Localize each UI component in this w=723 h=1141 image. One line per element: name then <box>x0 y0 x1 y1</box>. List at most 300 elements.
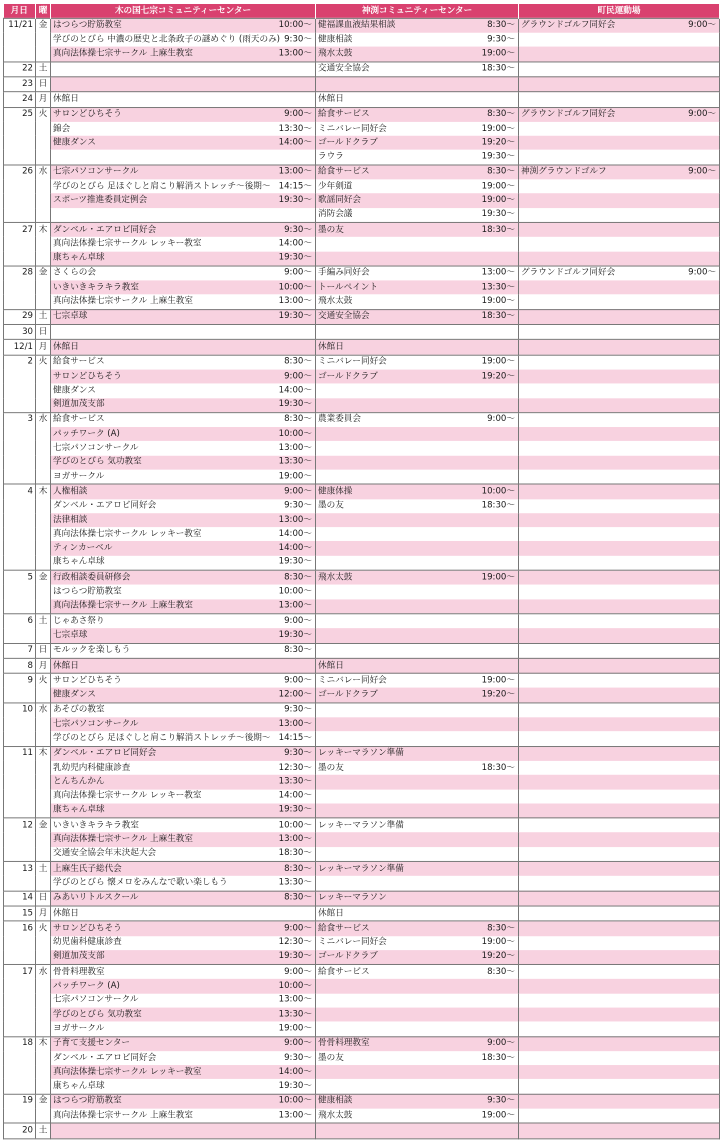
day-date <box>4 1051 36 1065</box>
event-name <box>316 556 458 571</box>
day-weekday: 日 <box>36 643 51 658</box>
schedule-row <box>4 847 720 862</box>
schedule-row <box>4 570 720 585</box>
day-date <box>4 470 36 485</box>
event-time: 8:30～ <box>252 861 316 876</box>
schedule-row <box>4 47 720 62</box>
schedule-row <box>4 33 720 47</box>
event-time <box>458 470 519 485</box>
event-name <box>316 77 458 92</box>
event-time <box>667 876 720 891</box>
event-name <box>519 194 667 208</box>
schedule-row <box>4 1109 720 1124</box>
schedule-row <box>4 628 720 643</box>
event-time <box>667 891 720 906</box>
event-name: いきいきキラキラ教室 <box>51 818 252 833</box>
event-time <box>458 251 519 266</box>
day-weekday <box>36 251 51 266</box>
schedule-row <box>4 384 720 398</box>
event-name <box>519 1036 667 1051</box>
day-date <box>4 47 36 62</box>
day-weekday <box>36 470 51 485</box>
event-time: 19:00～ <box>458 570 519 585</box>
event-name <box>519 1008 667 1022</box>
event-time: 19:00～ <box>458 673 519 688</box>
event-time: 19:30～ <box>252 1079 316 1094</box>
event-name <box>51 325 252 340</box>
event-name: はつらつ貯筋教室 <box>51 1094 252 1109</box>
event-time <box>667 412 720 427</box>
header-sports-ground: 町民運動場 <box>519 4 720 18</box>
event-time: 18:30～ <box>252 847 316 862</box>
header-weekday: 曜 <box>36 4 51 18</box>
event-time <box>667 993 720 1007</box>
event-name <box>519 847 667 862</box>
day-date <box>4 1065 36 1079</box>
event-time <box>458 803 519 818</box>
day-weekday <box>36 513 51 527</box>
event-time: 19:20～ <box>458 136 519 150</box>
event-time: 9:30～ <box>252 499 316 513</box>
schedule-row <box>4 355 720 370</box>
event-time: 9:30～ <box>458 33 519 47</box>
day-date: 24 <box>4 92 36 107</box>
event-time <box>667 732 720 747</box>
event-name: スポーツ推進委員定例会 <box>51 194 252 208</box>
event-time <box>458 643 519 658</box>
schedule-row <box>4 398 720 413</box>
schedule-row <box>4 150 720 165</box>
day-weekday: 月 <box>36 92 51 107</box>
event-time: 19:00～ <box>458 936 519 950</box>
day-date <box>4 33 36 47</box>
event-name <box>519 541 667 555</box>
event-time <box>667 673 720 688</box>
event-time <box>458 818 519 833</box>
day-weekday <box>36 628 51 643</box>
event-time: 19:30～ <box>252 628 316 643</box>
event-name <box>519 237 667 251</box>
day-weekday: 金 <box>36 570 51 585</box>
event-time <box>667 585 720 599</box>
event-time <box>458 746 519 761</box>
event-time <box>667 643 720 658</box>
event-time <box>667 761 720 775</box>
event-name <box>519 979 667 993</box>
schedule-row <box>4 484 720 499</box>
event-time: 9:30～ <box>252 222 316 237</box>
event-time: 19:30～ <box>252 194 316 208</box>
day-weekday <box>36 717 51 731</box>
day-date <box>4 194 36 208</box>
event-name <box>51 1123 252 1138</box>
day-weekday <box>36 688 51 703</box>
event-name: 健康ダンス <box>51 136 252 150</box>
event-name: さくらの会 <box>51 266 252 281</box>
day-date <box>4 950 36 965</box>
schedule-row <box>4 107 720 122</box>
day-weekday <box>36 295 51 310</box>
event-name <box>519 208 667 223</box>
schedule-row <box>4 266 720 281</box>
event-name <box>316 803 458 818</box>
event-name: 真向法体操七宗サークル レッキー教室 <box>53 528 202 539</box>
event-time: 9:00～ <box>667 266 720 281</box>
event-time <box>667 484 720 499</box>
event-name <box>316 585 458 599</box>
event-time <box>667 455 720 469</box>
event-name <box>519 599 667 614</box>
event-name <box>519 775 667 789</box>
event-name: 学びのとびら 足ほぐしと肩こり解消ストレッチ～後期～ <box>53 733 271 744</box>
event-name <box>51 62 252 77</box>
event-time <box>667 340 720 355</box>
event-name <box>519 470 667 485</box>
event-time: 9:00～ <box>252 614 316 629</box>
event-time: 19:00～ <box>252 470 316 485</box>
event-time <box>458 658 519 673</box>
schedule-row <box>4 541 720 555</box>
day-date: 30 <box>4 325 36 340</box>
event-name <box>519 325 667 340</box>
event-name: ヨガサークル <box>53 1023 105 1034</box>
event-time <box>667 251 720 266</box>
day-weekday <box>36 369 51 383</box>
event-name <box>519 398 667 413</box>
event-time: 13:30～ <box>252 876 316 891</box>
event-name: グラウンドゴルフ同好会 <box>519 107 667 122</box>
event-name <box>316 775 458 789</box>
schedule-row <box>4 688 720 703</box>
event-name <box>51 150 252 165</box>
event-time: 9:30～ <box>252 33 316 47</box>
event-time: 8:30～ <box>252 570 316 585</box>
schedule-row <box>4 499 720 513</box>
day-weekday: 日 <box>36 325 51 340</box>
event-name <box>316 455 458 469</box>
day-weekday <box>36 876 51 891</box>
event-time: 9:30～ <box>458 1094 519 1109</box>
schedule-row <box>4 527 720 541</box>
event-name <box>519 484 667 499</box>
schedule-row <box>4 340 720 355</box>
event-time <box>458 599 519 614</box>
day-weekday: 金 <box>36 818 51 833</box>
event-name <box>51 77 252 92</box>
schedule-row <box>4 717 720 731</box>
day-date <box>4 847 36 862</box>
schedule-row <box>4 222 720 237</box>
day-weekday <box>36 541 51 555</box>
schedule-row <box>4 122 720 136</box>
event-name: 学びのとびら 気功教室 <box>51 1008 252 1022</box>
header-date: 月日 <box>4 4 36 18</box>
event-time: 13:30～ <box>252 775 316 789</box>
event-name <box>316 789 458 803</box>
schedule-row <box>4 136 720 150</box>
event-name: 給食サービス <box>51 355 252 370</box>
event-name: みあいリトルスクール <box>51 891 252 906</box>
schedule-row <box>4 761 720 775</box>
day-date: 26 <box>4 165 36 180</box>
day-date <box>4 384 36 398</box>
day-weekday <box>36 1079 51 1094</box>
event-time <box>252 1123 316 1138</box>
event-time: 19:00～ <box>252 1022 316 1037</box>
event-name <box>519 412 667 427</box>
event-name: 幼児歯科健康診査 <box>53 937 122 948</box>
event-time <box>458 325 519 340</box>
event-name <box>316 628 458 643</box>
event-name: ゴールドクラブ <box>316 136 458 150</box>
event-name <box>519 309 667 324</box>
day-weekday <box>36 398 51 413</box>
day-weekday: 水 <box>36 412 51 427</box>
event-name: サロンどひちそう <box>51 107 252 122</box>
day-date: 15 <box>4 906 36 921</box>
event-name <box>519 281 667 295</box>
event-name <box>519 818 667 833</box>
day-weekday <box>36 208 51 223</box>
day-weekday: 火 <box>36 673 51 688</box>
event-time <box>458 979 519 993</box>
event-name <box>519 688 667 703</box>
event-name <box>316 993 458 1007</box>
event-time: 9:00～ <box>252 484 316 499</box>
event-time <box>667 703 720 718</box>
event-name <box>519 499 667 513</box>
event-time: 8:30～ <box>252 643 316 658</box>
event-time: 9:30～ <box>252 1051 316 1065</box>
day-weekday: 土 <box>36 1123 51 1138</box>
event-time <box>667 179 720 193</box>
event-name <box>519 703 667 718</box>
event-time <box>458 427 519 441</box>
event-name <box>316 441 458 455</box>
event-name: はつらつ貯筋教室 <box>51 18 252 33</box>
event-name: 飛水太鼓 <box>318 296 353 307</box>
event-time: 19:00～ <box>458 355 519 370</box>
event-name: ダンベル・エアロビ同好会 <box>51 746 252 761</box>
day-weekday <box>36 833 51 847</box>
event-name: ミニバレー同好会 <box>316 355 458 370</box>
event-time <box>667 47 720 62</box>
schedule-row <box>4 427 720 441</box>
event-time: 14:15～ <box>252 732 316 747</box>
event-name <box>316 251 458 266</box>
event-time <box>667 1109 720 1124</box>
event-time <box>667 237 720 251</box>
schedule-table <box>3 4 720 1139</box>
day-weekday <box>36 1008 51 1022</box>
event-name <box>316 1123 458 1138</box>
event-time <box>667 1008 720 1022</box>
event-time <box>667 92 720 107</box>
event-time <box>252 906 316 921</box>
event-name <box>519 921 667 936</box>
event-name <box>316 979 458 993</box>
event-time: 13:00～ <box>458 266 519 281</box>
event-time <box>667 950 720 965</box>
event-name: 法律相談 <box>51 513 252 527</box>
day-weekday <box>36 427 51 441</box>
event-time: 19:30～ <box>252 950 316 965</box>
event-time: 19:30～ <box>252 803 316 818</box>
event-name: ラウラ <box>318 151 344 162</box>
day-weekday <box>36 1022 51 1037</box>
schedule-row <box>4 673 720 688</box>
day-date <box>4 527 36 541</box>
event-time <box>458 628 519 643</box>
schedule-row <box>4 789 720 803</box>
event-time: 10:00～ <box>252 979 316 993</box>
schedule-row <box>4 775 720 789</box>
event-name: 健康ダンス <box>53 385 96 396</box>
event-name <box>519 717 667 731</box>
event-name <box>519 369 667 383</box>
event-time <box>458 237 519 251</box>
event-time <box>667 979 720 993</box>
event-time <box>667 499 720 513</box>
event-name: ダンベル・エアロビ同好会 <box>53 500 157 511</box>
event-time <box>252 340 316 355</box>
event-time: 14:00～ <box>252 136 316 150</box>
event-name <box>519 47 667 62</box>
event-name: 給食サービス <box>316 965 458 980</box>
schedule-row <box>4 936 720 950</box>
schedule-row <box>4 309 720 324</box>
event-time: 9:00～ <box>252 107 316 122</box>
day-date: 3 <box>4 412 36 427</box>
event-name: グラウンドゴルフ同好会 <box>519 266 667 281</box>
event-name <box>316 1008 458 1022</box>
day-date <box>4 1008 36 1022</box>
event-time: 13:30～ <box>252 122 316 136</box>
event-name <box>316 732 458 747</box>
event-time: 19:00～ <box>458 1109 519 1124</box>
schedule-row <box>4 179 720 193</box>
event-name: 休館日 <box>51 906 252 921</box>
event-time <box>667 628 720 643</box>
event-time: 10:00～ <box>252 818 316 833</box>
day-date <box>4 717 36 731</box>
day-weekday <box>36 1065 51 1079</box>
event-time: 10:00～ <box>252 585 316 599</box>
day-date: 28 <box>4 266 36 281</box>
event-time <box>667 1051 720 1065</box>
event-name <box>519 179 667 193</box>
event-name <box>519 761 667 775</box>
day-weekday <box>36 194 51 208</box>
event-time: 14:00～ <box>252 541 316 555</box>
day-weekday: 水 <box>36 165 51 180</box>
event-time <box>667 556 720 571</box>
event-name: 学びのとびら 中濃の歴史と北条政子の謎めぐり (雨天のみ) <box>53 34 281 45</box>
event-name: 剣道加茂支部 <box>51 398 252 413</box>
day-date: 13 <box>4 861 36 876</box>
event-time <box>458 1008 519 1022</box>
event-time <box>458 891 519 906</box>
event-name: トールペイント <box>316 281 458 295</box>
event-time <box>667 847 720 862</box>
event-name <box>316 427 458 441</box>
day-weekday: 土 <box>36 861 51 876</box>
event-name: 給食サービス <box>316 107 458 122</box>
day-weekday <box>36 33 51 47</box>
event-name: はつらつ貯筋教室 <box>53 586 122 597</box>
event-name: パッチワーク (A) <box>51 979 252 993</box>
day-date: 10 <box>4 703 36 718</box>
schedule-row <box>4 18 720 33</box>
event-name: 骨骨料理教室 <box>316 1036 458 1051</box>
schedule-row <box>4 599 720 614</box>
event-time: 18:30～ <box>458 62 519 77</box>
day-weekday: 金 <box>36 266 51 281</box>
event-time: 10:00～ <box>252 18 316 33</box>
schedule-row <box>4 1008 720 1022</box>
day-weekday: 水 <box>36 965 51 980</box>
day-date: 27 <box>4 222 36 237</box>
schedule-row <box>4 281 720 295</box>
event-time: 18:30～ <box>458 309 519 324</box>
day-date: 4 <box>4 484 36 499</box>
schedule-row <box>4 1079 720 1094</box>
day-date: 19 <box>4 1094 36 1109</box>
day-date: 17 <box>4 965 36 980</box>
event-time: 18:30～ <box>458 222 519 237</box>
event-time: 12:30～ <box>252 936 316 950</box>
schedule-row <box>4 1065 720 1079</box>
day-weekday: 月 <box>36 340 51 355</box>
event-time: 19:30～ <box>252 309 316 324</box>
schedule-row <box>4 965 720 980</box>
schedule-row <box>4 62 720 77</box>
event-time: 19:00～ <box>458 47 519 62</box>
event-name <box>316 527 458 541</box>
day-weekday <box>36 455 51 469</box>
event-time <box>667 906 720 921</box>
schedule-row <box>4 92 720 107</box>
event-name: 七宗パソコンサークル <box>53 442 139 453</box>
event-time <box>458 441 519 455</box>
event-time <box>667 789 720 803</box>
event-name: 手編み同好会 <box>316 266 458 281</box>
event-name: 康ちゃん卓球 <box>51 251 252 266</box>
event-name: ゴールドクラブ <box>316 688 458 703</box>
event-name <box>519 527 667 541</box>
event-name <box>519 295 667 310</box>
event-name: あそびの教室 <box>51 703 252 718</box>
day-date: 22 <box>4 62 36 77</box>
event-name <box>519 136 667 150</box>
event-time <box>667 281 720 295</box>
event-time <box>667 194 720 208</box>
day-weekday <box>36 847 51 862</box>
day-weekday <box>36 499 51 513</box>
day-weekday: 月 <box>36 658 51 673</box>
event-time <box>667 688 720 703</box>
event-name <box>519 950 667 965</box>
event-time: 9:00～ <box>667 107 720 122</box>
day-weekday <box>36 136 51 150</box>
schedule-row <box>4 876 720 891</box>
day-date: 11/21 <box>4 18 36 33</box>
event-name <box>316 833 458 847</box>
day-weekday <box>36 281 51 295</box>
day-date <box>4 281 36 295</box>
event-name <box>519 441 667 455</box>
day-date <box>4 208 36 223</box>
